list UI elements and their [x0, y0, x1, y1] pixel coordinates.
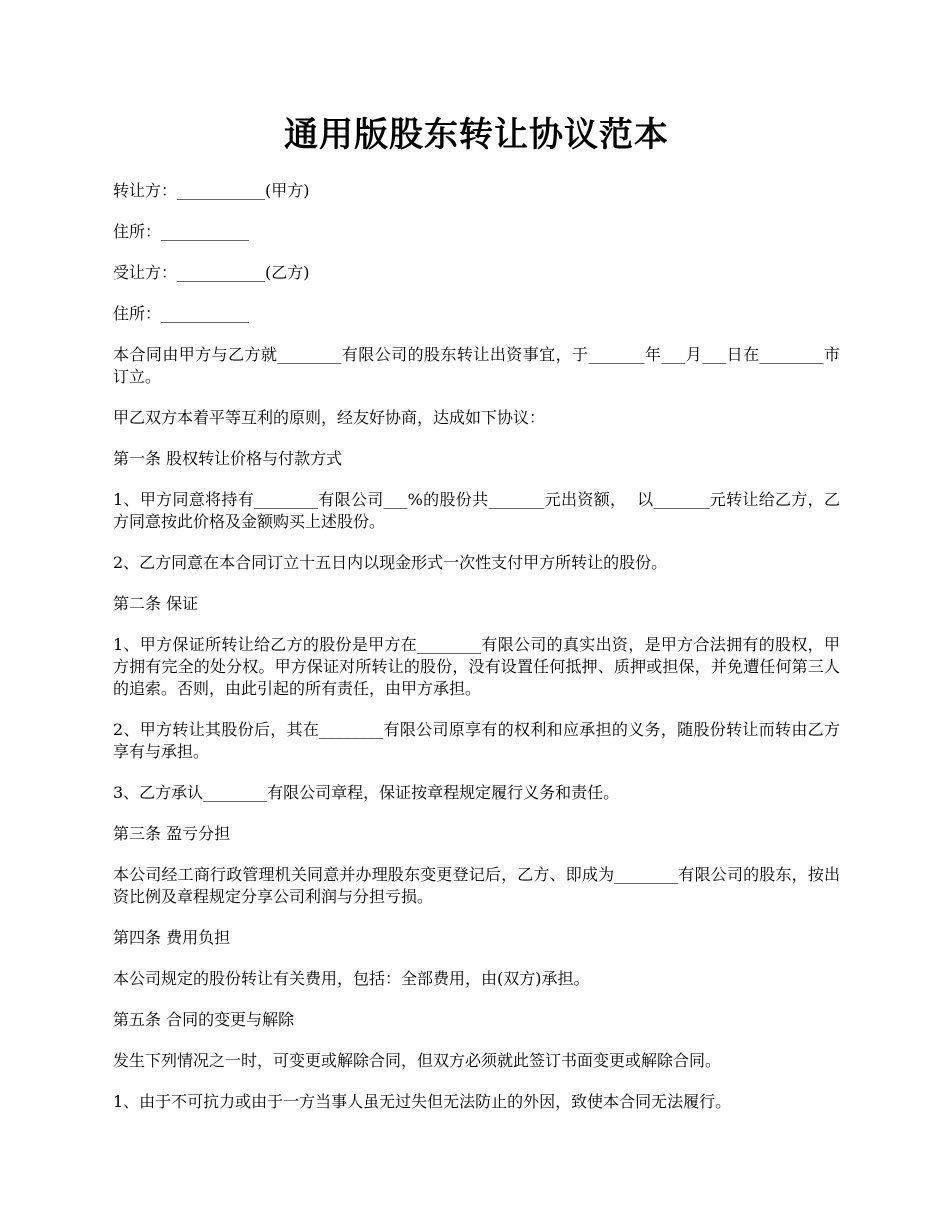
article-1-clause-1: 1、甲方同意将持有________有限公司___%的股份共_______元出资额， 以_______元转让给乙方，乙方同意按此价格及金额购买上述股份。	[113, 490, 840, 531]
document-body	[113, 180, 840, 1132]
article-4-heading: 第四条 费用负担	[113, 928, 231, 947]
article-2-clause-2: 2、甲方转让其股份后，其在________有限公司原享有的权利和应承担的义务，随股份转让而转由乙方享有与承担。	[113, 720, 840, 761]
article-2-clause-3: 3、乙方承认________有限公司章程，保证按章程规定履行义务和责任。	[113, 783, 620, 802]
article-1-heading: 第一条 股权转让价格与付款方式	[113, 449, 343, 468]
article-5-intro: 发生下列情况之一时，可变更或解除合同，但双方必须就此签订书面变更或解除合同。	[113, 1051, 722, 1070]
article-5-heading: 第五条 合同的变更与解除	[113, 1010, 295, 1029]
article-2-clause-1: 1、甲方保证所转让给乙方的股份是甲方在________有限公司的真实出资，是甲方合法拥有的股权，甲方拥有完全的处分权。甲方保证对所转让的股份，没有设置任何抵押、质押或担保，并免遭任何第三人的追索。否则，由此引起的所有责任，由甲方承担。	[113, 635, 840, 698]
article-5-clause-1: 1、由于不可抗力或由于一方当事人虽无过失但无法防止的外因，致使本合同无法履行。	[113, 1092, 732, 1111]
transferor-line: 转让方：___________(甲方)	[113, 181, 310, 200]
agreement-intro: 甲乙双方本着平等互利的原则，经友好协商，达成如下协议：	[113, 408, 546, 427]
document-title: 通用版股东转让协议范本	[284, 115, 669, 155]
article-1-clause-2: 2、乙方同意在本合同订立十五日内以现金形式一次性支付甲方所转让的股份。	[113, 553, 668, 572]
article-4-body: 本公司规定的股份转让有关费用，包括：全部费用，由(双方)承担。	[113, 969, 590, 988]
article-2-heading: 第二条 保证	[113, 594, 199, 613]
article-3-body: 本公司经工商行政管理机关同意并办理股东变更登记后，乙方、即成为________有限公司的股东，按出资比例及章程规定分享公司利润与分担亏损。	[113, 865, 840, 906]
transferee-address-line: 住所：___________	[113, 304, 250, 323]
transferee-line: 受让方：___________(乙方)	[113, 263, 310, 282]
contract-preamble: 本合同由甲方与乙方就________有限公司的股东转让出资事宜，于_______年___月___日在________市订立。	[113, 345, 840, 386]
transferor-address-line: 住所：___________	[113, 222, 250, 241]
article-3-heading: 第三条 盈亏分担	[113, 824, 231, 843]
